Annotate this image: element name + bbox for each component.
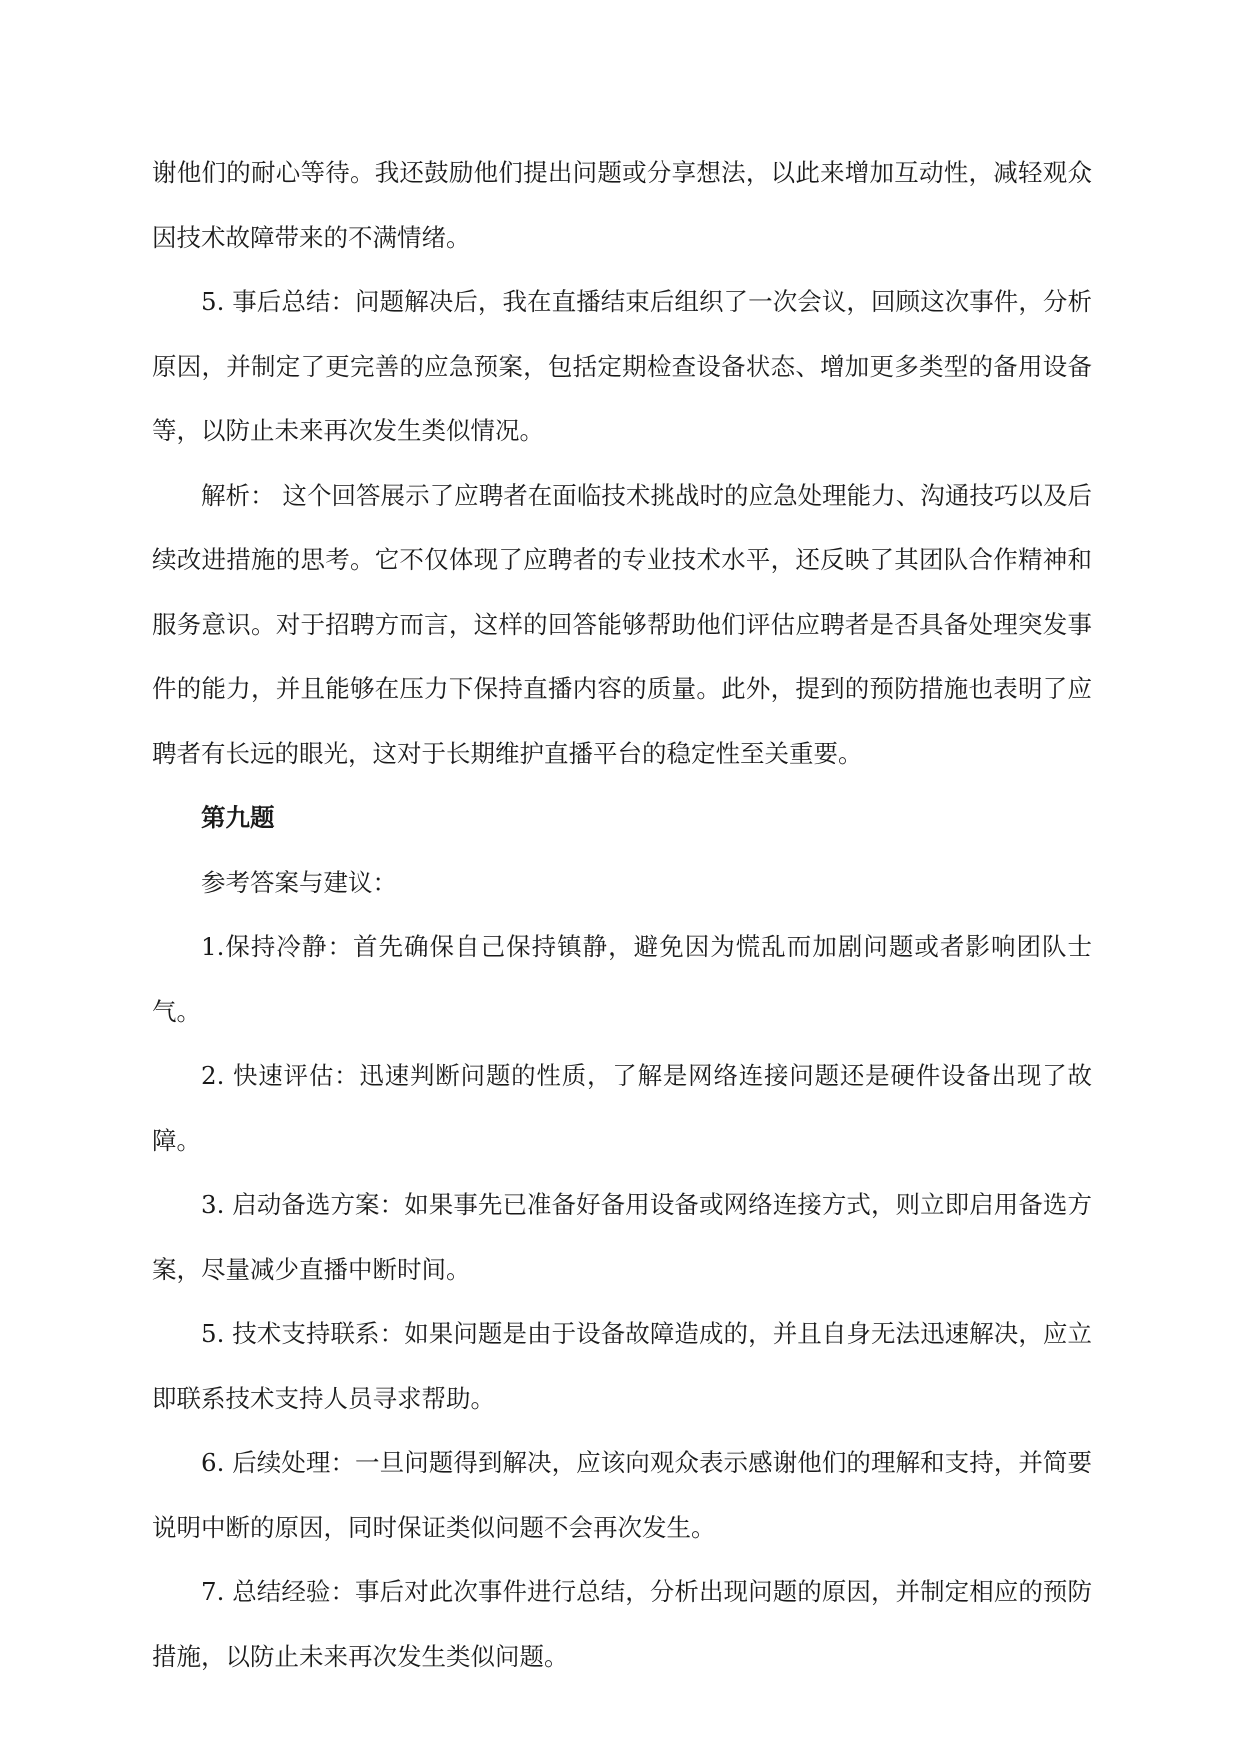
document-body xyxy=(152,141,1092,1689)
list-item-stay-calm: 1.保持冷静：首先确保自己保持镇静，避免因为慌乱而加剧问题或者影响团队士气。 xyxy=(152,932,1092,1026)
paragraph-step-5-summary: 5. 事后总结：问题解决后，我在直播结束后组织了一次会议，回顾这次事件，分析原因，并制定了更完善的应急预案，包括定期检查设备状态、增加更多类型的备用设备等，以防止未来再次发生类似情况。 xyxy=(152,287,1092,445)
paragraph-continued: 谢他们的耐心等待。我还鼓励他们提出问题或分享想法，以此来增加互动性，减轻观众因技术故障带来的不满情绪。 xyxy=(152,158,1092,252)
section-heading-question-9: 第九题 xyxy=(201,803,275,832)
list-item-tech-support: 5. 技术支持联系：如果问题是由于设备故障造成的，并且自身无法迅速解决，应立即联系技术支持人员寻求帮助。 xyxy=(152,1319,1092,1413)
list-item-lessons-learned: 7. 总结经验：事后对此次事件进行总结，分析出现问题的原因，并制定相应的预防措施，以防止未来再次发生类似问题。 xyxy=(152,1577,1092,1671)
paragraph-reference-answer-label: 参考答案与建议： xyxy=(201,867,397,897)
list-item-backup-plan: 3. 启动备选方案：如果事先已准备好备用设备或网络连接方式，则立即启用备选方案，尽量减少直播中断时间。 xyxy=(152,1190,1092,1284)
list-item-quick-assessment: 2. 快速评估：迅速判断问题的性质，了解是网络连接问题还是硬件设备出现了故障。 xyxy=(152,1061,1092,1155)
list-item-follow-up: 6. 后续处理：一旦问题得到解决，应该向观众表示感谢他们的理解和支持，并简要说明中断的原因，同时保证类似问题不会再次发生。 xyxy=(152,1448,1092,1542)
paragraph-analysis: 解析： 这个回答展示了应聘者在面临技术挑战时的应急处理能力、沟通技巧以及后续改进措施的思考。它不仅体现了应聘者的专业技术水平，还反映了其团队合作精神和服务意识。对于招聘方而言，这样的回答能够帮助他们评估应聘者是否具备处理突发事件的能力，并且能够在压力下保持直播内容的质量。此外，提到的预防措施也表明了应聘者有长远的眼光，这对于长期维护直播平台的稳定性至关重要。 xyxy=(152,480,1092,768)
